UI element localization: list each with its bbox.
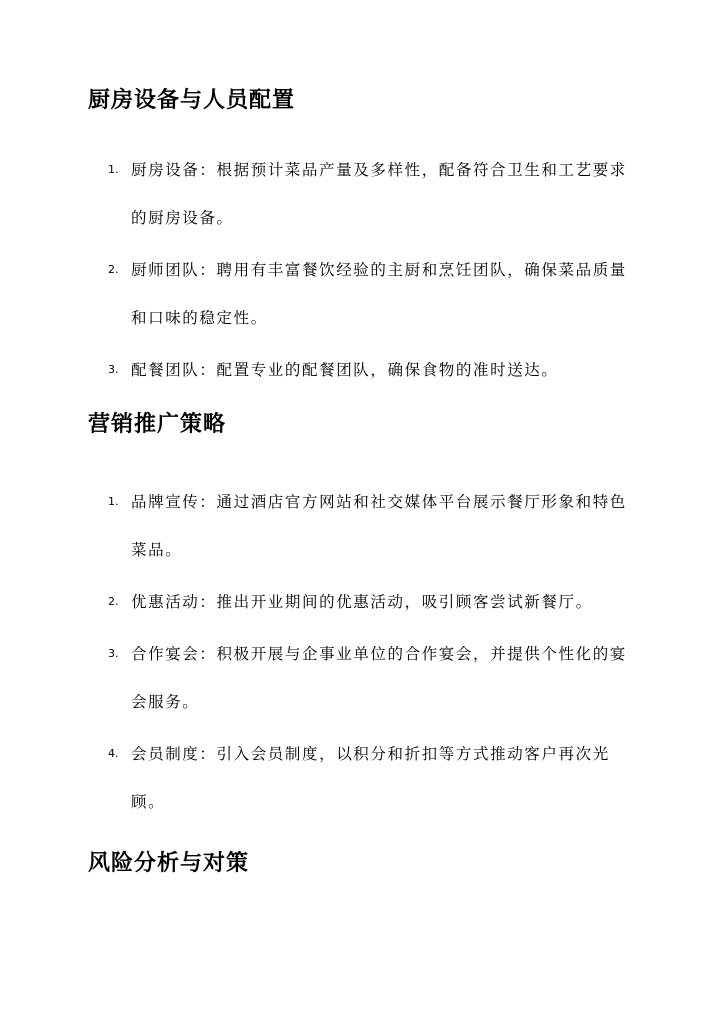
list-item — [88, 246, 628, 342]
list-item-text: 优惠活动：推出开业期间的优惠活动，吸引顾客尝试新餐厅。 — [131, 593, 593, 611]
list-item-number: 1. — [108, 495, 119, 508]
section-risk-analysis — [88, 849, 628, 879]
section-heading: 营销推广策略 — [88, 412, 227, 437]
section-heading: 风险分析与对策 — [88, 851, 250, 876]
numbered-list — [88, 478, 628, 826]
list-item — [88, 346, 628, 394]
list-item — [88, 730, 628, 826]
list-item-text: 会员制度：引入会员制度，以积分和折扣等方式推动客户再次光顾。 — [131, 745, 610, 811]
list-item — [88, 146, 628, 242]
list-item — [88, 630, 628, 726]
list-item-number: 4. — [108, 747, 119, 760]
list-item-text: 厨师团队：聘用有丰富餐饮经验的主厨和烹饪团队，确保菜品质量和口味的稳定性。 — [131, 261, 627, 327]
list-item — [88, 578, 628, 626]
section-marketing — [88, 410, 628, 826]
list-item-number: 3. — [108, 363, 119, 376]
section-heading: 厨房设备与人员配置 — [88, 88, 296, 113]
list-item-text: 厨房设备：根据预计菜品产量及多样性，配备符合卫生和工艺要求的厨房设备。 — [131, 161, 627, 227]
list-item-text: 合作宴会：积极开展与企事业单位的合作宴会，并提供个性化的宴会服务。 — [131, 645, 627, 711]
list-item — [88, 478, 628, 574]
list-item-number: 1. — [108, 163, 119, 176]
list-item-text: 品牌宣传：通过酒店官方网站和社交媒体平台展示餐厅形象和特色菜品。 — [131, 493, 627, 559]
numbered-list — [88, 146, 628, 394]
list-item-number: 2. — [108, 263, 119, 276]
list-item-number: 3. — [108, 647, 119, 660]
section-kitchen-staffing — [88, 86, 628, 394]
list-item-text: 配餐团队：配置专业的配餐团队，确保食物的准时送达。 — [131, 361, 559, 379]
list-item-number: 2. — [108, 595, 119, 608]
